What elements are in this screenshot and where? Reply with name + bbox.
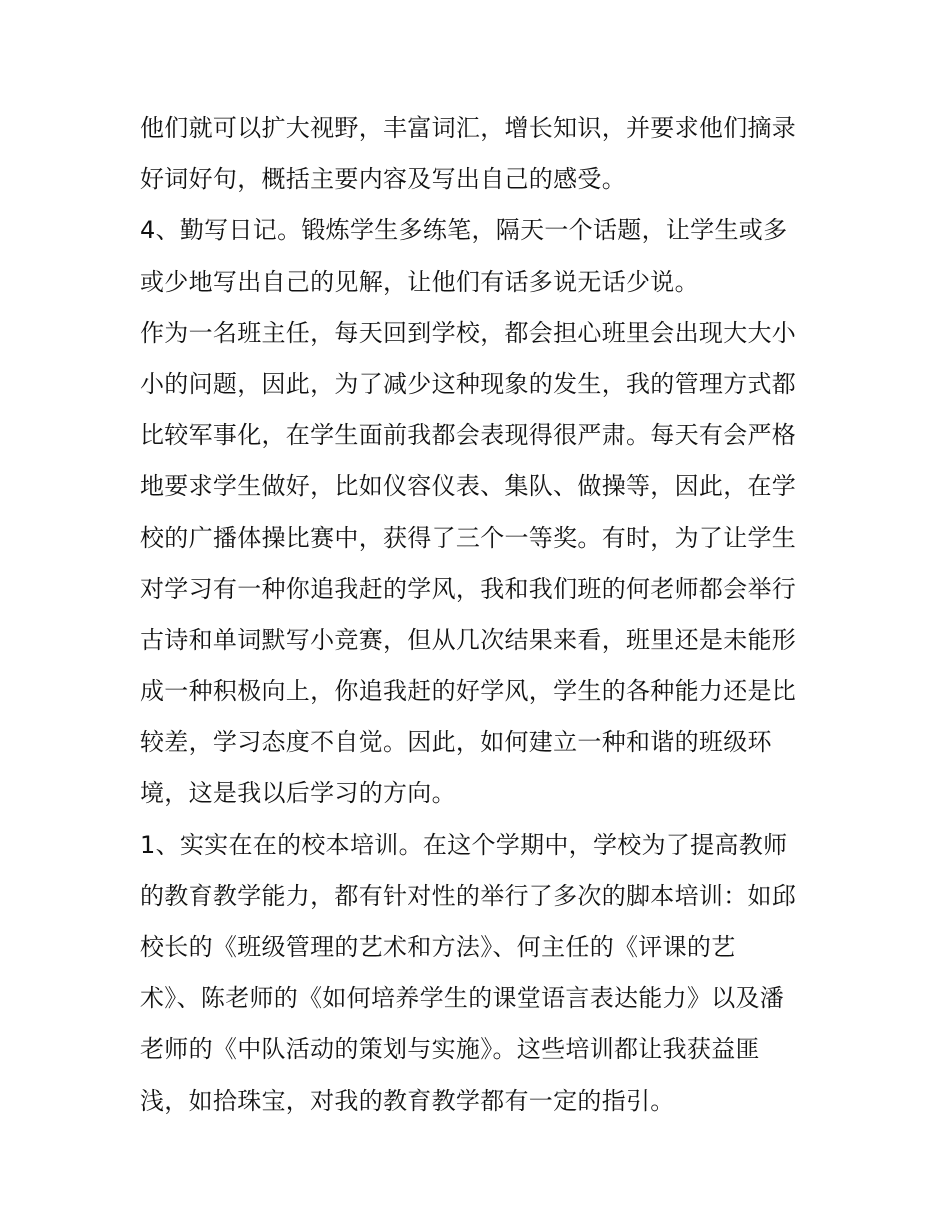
text-line-13: 较差，学习态度不自觉。因此，如何建立一种和谐的班级环 (140, 728, 772, 757)
text-line-12: 成一种积极向上，你追我赶的好学风，学生的各种能力还是比 (140, 677, 797, 706)
text-line-20: 浅，如拾珠宝，对我的教育教学都有一定的指引。 (140, 1086, 675, 1115)
text-line-2: 好词好句，概括主要内容及写出自己的感受。 (140, 165, 626, 194)
text-line-19: 老师的《中队活动的策划与实施》。这些培训都让我获益匪 (140, 1035, 760, 1064)
text-line-1: 他们就可以扩大视野，丰富词汇，增长知识，并要求他们摘录 (140, 114, 797, 142)
text-line-17: 校长的《班级管理的艺术和方法》、何主任的《评课的艺 (140, 933, 736, 961)
document-body (140, 103, 815, 1127)
text-line-6: 小的问题，因此，为了减少这种现象的发生，我的管理方式都 (140, 369, 797, 398)
text-line-7: 比较军事化，在学生面前我都会表现得很严肃。每天有会严格 (140, 421, 797, 450)
text-line-14: 境，这是我以后学习的方向。 (140, 779, 456, 808)
text-line-16: 的教育教学能力，都有针对性的举行了多次的脚本培训：如邱 (140, 881, 797, 910)
text-line-3: 4、勤写日记。锻炼学生多练笔，隔天一个话题，让学生或多 (140, 216, 788, 245)
text-line-4: 或少地写出自己的见解，让他们有话多说无话少说。 (140, 267, 699, 296)
text-line-11: 古诗和单词默写小竞赛，但从几次结果来看，班里还是未能形 (140, 625, 797, 654)
text-line-15: 1、实实在在的校本培训。在这个学期中，学校为了提高教师 (140, 830, 788, 859)
text-line-10: 对学习有一种你追我赶的学风，我和我们班的何老师都会举行 (140, 574, 797, 603)
text-line-18: 术》、陈老师的《如何培养学生的课堂语言表达能力》以及潘 (140, 984, 785, 1013)
text-line-5: 作为一名班主任，每天回到学校，都会担心班里会出现大大小 (140, 318, 797, 347)
text-line-8: 地要求学生做好，比如仪容仪表、集队、做操等，因此，在学 (140, 472, 797, 501)
text-line-9: 校的广播体操比赛中，获得了三个一等奖。有时，为了让学生 (140, 523, 797, 552)
